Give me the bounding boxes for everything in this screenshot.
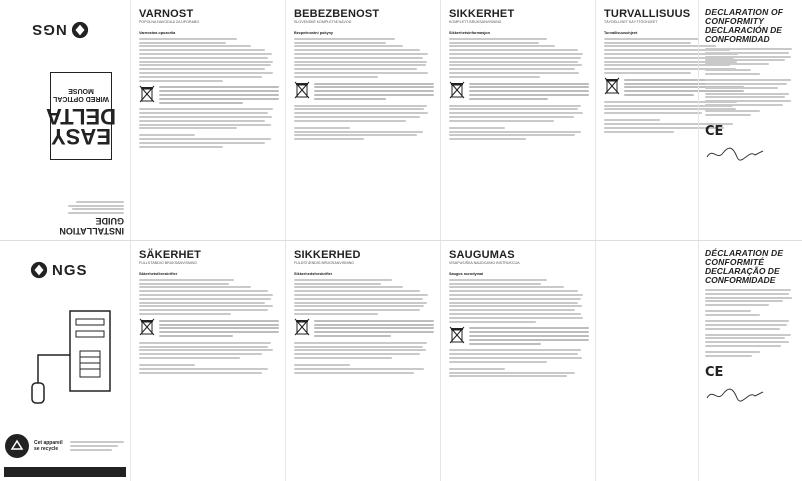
column-title: SÄKERHET [139, 249, 202, 261]
column-title: SIKKERHED [294, 249, 361, 261]
signature-icon [705, 386, 765, 404]
declaration-title: DECLARATION OF CONFORMITY [705, 7, 784, 26]
section-heading: Säkerhetsföreskrifter [139, 272, 178, 276]
ce-mark: CE [705, 364, 724, 380]
column-subtitle: TÄYDELLISET KÄYTTÖOHJEET [604, 20, 658, 24]
column-lithuanian [440, 241, 595, 481]
section-heading: Saugos nurodymai [449, 272, 484, 276]
declaration-bottom [698, 241, 802, 481]
declaration-top [698, 0, 802, 240]
declaration-text [705, 289, 796, 357]
weee-notice [139, 85, 279, 106]
weee-notice [449, 81, 589, 102]
text-block [139, 279, 279, 315]
connection-diagram [18, 303, 118, 413]
section-heading: Sikkerhetsinformasjon [449, 31, 490, 35]
declaration-subtitle: DECLARACIÓN DE CONFORMIDAD [705, 25, 782, 44]
column-title: VARNOST [139, 8, 194, 20]
top-row [0, 0, 802, 240]
section-heading: Bezpečnostní pokyny [294, 31, 334, 35]
guide-title: INSTALLATION GUIDE [59, 216, 124, 236]
column-title: SIKKERHET [449, 8, 515, 20]
weee-notice [294, 81, 434, 102]
text-block [449, 38, 589, 78]
ngs-logo [30, 261, 88, 279]
crossed-bin-icon [294, 318, 310, 336]
column-norwegian [440, 0, 595, 240]
blank-panel [595, 241, 698, 481]
ngs-logo-icon [71, 21, 89, 39]
column-title: SAUGUMAS [449, 249, 515, 261]
crossed-bin-icon [604, 77, 620, 95]
column-subtitle: POPOLNA NAVODILA ZA UPORABO [139, 20, 200, 24]
guide-title-block [59, 180, 124, 236]
logo-text: NGS [31, 21, 67, 39]
section-heading: Sikkerhedsforskrifter [294, 272, 333, 276]
column-czech [285, 0, 440, 240]
recycle-badge [4, 433, 130, 459]
column-title: TURVALLISUUS [604, 8, 691, 20]
signature-icon [705, 145, 765, 163]
column-title: BEBEZBENOST [294, 8, 380, 20]
back-strip [0, 241, 130, 481]
triman-icon [4, 433, 30, 459]
crossed-bin-icon [449, 81, 465, 99]
text-block [449, 279, 589, 323]
column-subtitle: VISAPUSIŠKA NAUDOJIMO INSTRUKCIJA [449, 261, 520, 265]
ngs-logo [20, 18, 100, 42]
crossed-bin-icon [294, 81, 310, 99]
ngs-logo-icon [30, 261, 48, 279]
column-subtitle: FULDSTÆNDIG BRUGSANVISNING [294, 261, 355, 265]
declaration-subtitle: DECLARAÇÃO DE CONFORMIDADE [705, 266, 780, 285]
crossed-bin-icon [139, 85, 155, 103]
footer-bar [4, 467, 126, 477]
product-subtitle: WIRED OPTICAL MOUSE [53, 87, 109, 102]
declaration-title: DÉCLARATION DE CONFORMITÉ [705, 248, 784, 267]
column-danish [285, 241, 440, 481]
product-title-box [45, 72, 117, 160]
weee-notice [294, 318, 434, 339]
text-block [294, 279, 434, 315]
weee-notice [449, 326, 589, 347]
column-slovene [130, 0, 285, 240]
text-block [139, 38, 279, 82]
column-swedish [130, 241, 285, 481]
ce-mark: CE [705, 123, 724, 139]
weee-notice [139, 318, 279, 339]
logo-text: NGS [52, 261, 88, 279]
column-subtitle: FULLSTÄNDIG BRUKSANVISNING [139, 261, 197, 265]
bottom-row [0, 240, 802, 481]
product-title: EASY DELTA [45, 104, 117, 149]
declaration-text [705, 48, 796, 116]
column-subtitle: KOMPLETT BRUKSANVISNING [449, 20, 502, 24]
crossed-bin-icon [449, 326, 465, 344]
text-block [294, 38, 434, 78]
section-heading: Varnostna opozorila [139, 31, 176, 35]
section-heading: Turvallisuusohjeet [604, 31, 638, 35]
column-subtitle: SLOVENSKÉ KOMPLETNÍ NÁVOD [294, 20, 352, 24]
crossed-bin-icon [139, 318, 155, 336]
recycle-badge-text: Cet appareil se recycle [34, 440, 63, 452]
cover-strip [0, 0, 130, 240]
